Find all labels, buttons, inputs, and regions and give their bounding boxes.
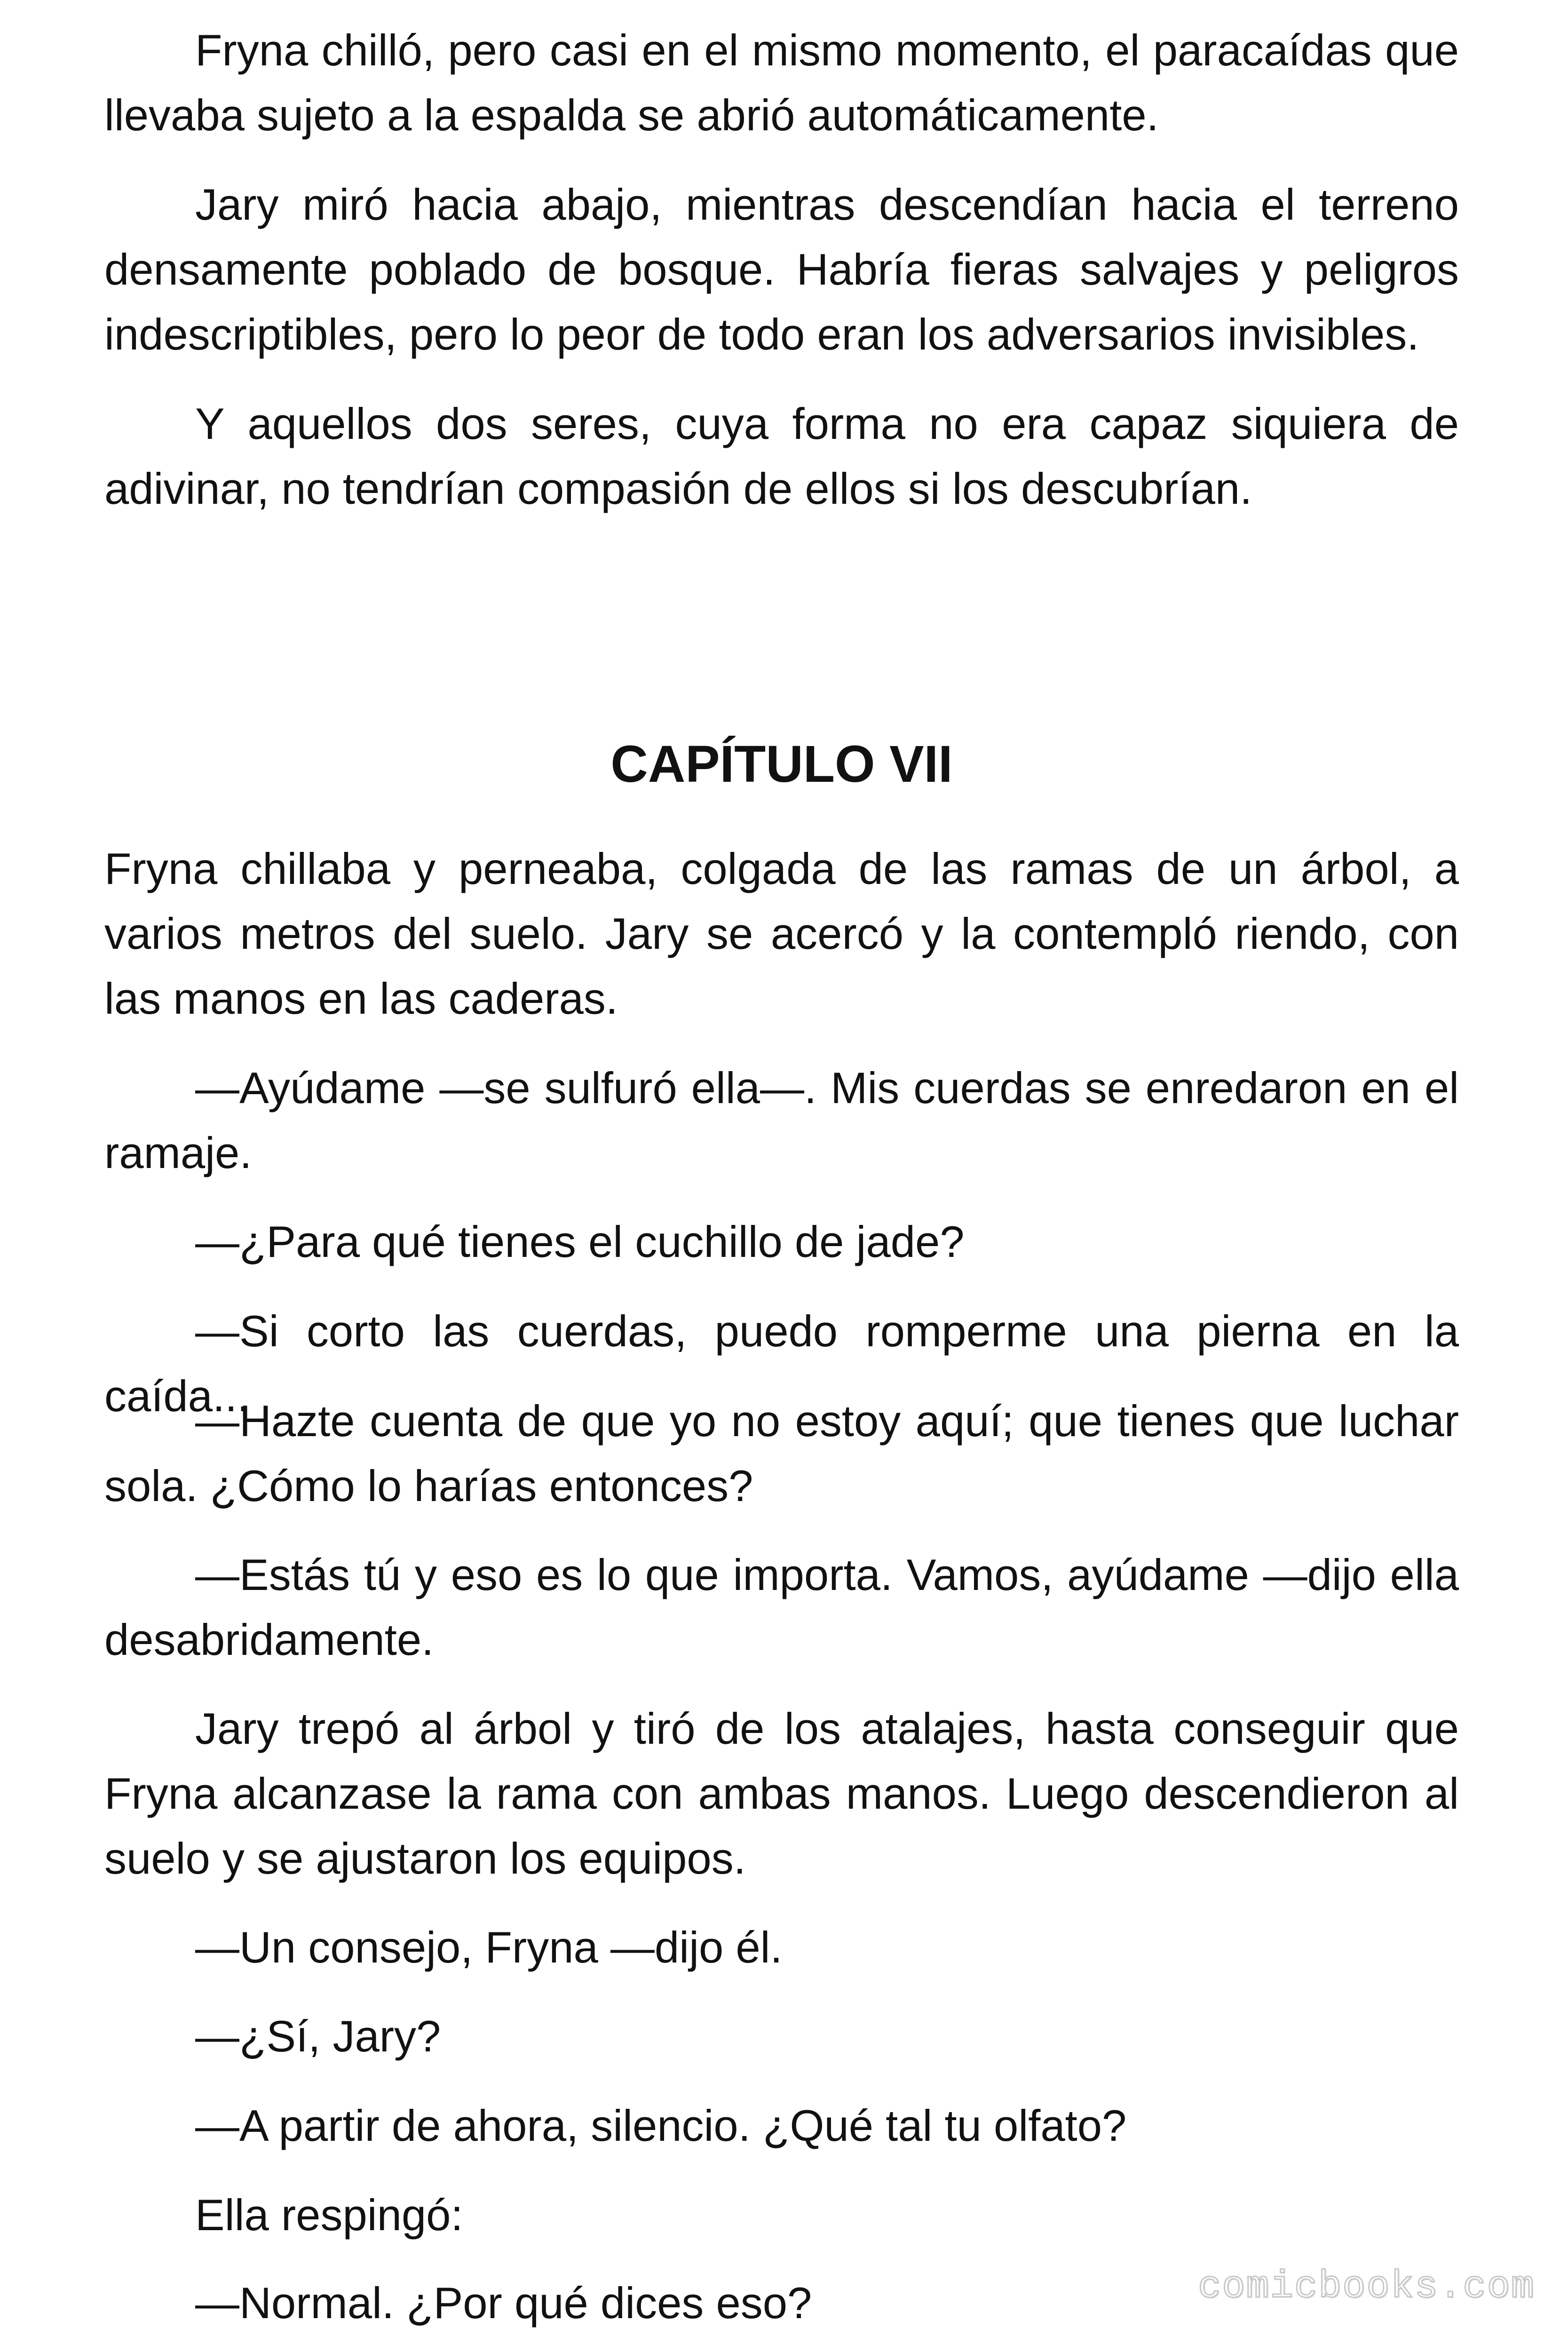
dialogue-line: —¿Sí, Jary? (195, 2011, 441, 2061)
paragraph: Fryna chillaba y perneaba, colgada de las ramas de un árbol, a varios metros del suelo. Jary se acercó y la contempló riendo, con las manos en las caderas. (104, 844, 1459, 1023)
dialogue-line: —Normal. ¿Por qué dices eso? (195, 2278, 812, 2328)
paragraph: Jary miró hacia abajo, mientras descendían hacia el terreno densamente poblado de bosque. Habría fieras salvajes y peligros indescriptibles, pero lo peor de todo eran los adversarios invisibles. (104, 180, 1459, 359)
paragraph: Jary trepó al árbol y tiró de los atalajes, hasta conseguir que Fryna alcanzase la rama con ambas manos. Luego descendieron al suelo y se ajustaron los equipos. (104, 1704, 1459, 1883)
dialogue-line: —¿Para qué tienes el cuchillo de jade? (195, 1217, 965, 1266)
dialogue-line: —Hazte cuenta de que yo no estoy aquí; que tienes que luchar sola. ¿Cómo lo harías entonces? (104, 1396, 1459, 1510)
watermark: comicbooks.com (1198, 2265, 1535, 2309)
paragraph: Fryna chilló, pero casi en el mismo momento, el paracaídas que llevaba sujeto a la espalda se abrió automáticamente. (104, 25, 1459, 140)
dialogue-line: —Ayúdame —se sulfuró ella—. Mis cuerdas se enredaron en el ramaje. (104, 1063, 1459, 1177)
chapter-title: CAPÍTULO VII (610, 735, 953, 793)
dialogue-line: —Un consejo, Fryna —dijo él. (195, 1923, 783, 1972)
dialogue-line: —A partir de ahora, silencio. ¿Qué tal tu olfato? (195, 2101, 1127, 2150)
book-page (104, 0, 1459, 2352)
paragraph: Ella respingó: (195, 2190, 463, 2240)
dialogue-line: —Si corto las cuerdas, puedo romperme una pierna en la caída... (104, 1306, 1459, 1421)
paragraph: Y aquellos dos seres, cuya forma no era capaz siquiera de adivinar, no tendrían compasión de ellos si los descubrían. (104, 399, 1459, 513)
dialogue-line: —Estás tú y eso es lo que importa. Vamos, ayúdame —dijo ella desabridamente. (104, 1550, 1459, 1664)
